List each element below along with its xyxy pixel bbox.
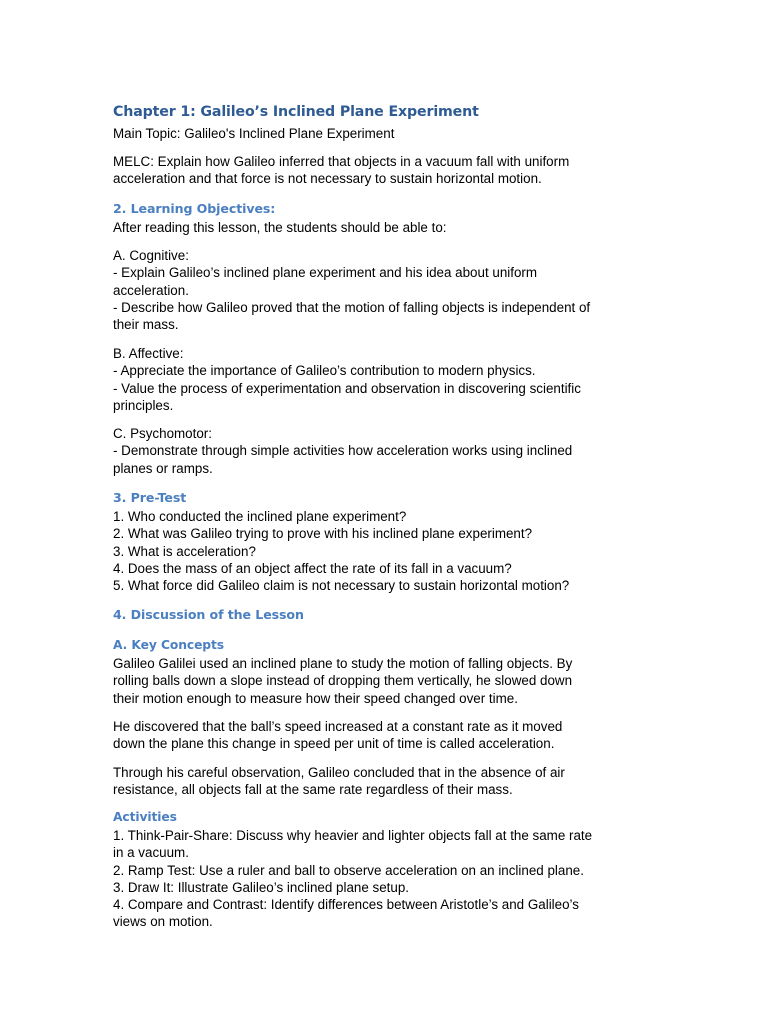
activity-item: 2. Ramp Test: Use a ruler and ball to observe acceleration on an inclined plane. xyxy=(113,862,584,878)
pre-test-item: 3. What is acceleration? xyxy=(113,543,256,559)
affective-line: - Value the process of experimentation and observation in discovering scientific xyxy=(113,380,581,396)
affective-line: principles. xyxy=(113,397,174,413)
affective-line: - Appreciate the importance of Galileo’s contribution to modern physics. xyxy=(113,363,536,379)
pre-test-item: 2. What was Galileo trying to prove with his inclined plane experiment? xyxy=(113,526,533,542)
cognitive-line: A. Cognitive: xyxy=(113,248,189,263)
psychomotor-line: C. Psychomotor: xyxy=(113,426,212,441)
activities-heading: Activities xyxy=(113,810,177,824)
melc-line: acceleration and that force is not necessary to sustain horizontal motion. xyxy=(113,171,542,187)
discussion-heading: 4. Discussion of the Lesson xyxy=(113,607,304,622)
paragraph-line: Through his careful observation, Galileo concluded that in the absence of air xyxy=(113,765,565,780)
learning-objectives-intro: After reading this lesson, the students should be able to: xyxy=(113,220,447,235)
paragraph-line: their motion enough to measure how their speed changed over time. xyxy=(113,690,518,706)
pre-test-item: 5. What force did Galileo claim is not necessary to sustain horizontal motion? xyxy=(113,578,570,594)
pre-test-item: 4. Does the mass of an object affect the rate of its fall in a vacuum? xyxy=(113,560,512,576)
learning-objectives-intro-block xyxy=(113,219,447,236)
key-concepts-paragraph-1 xyxy=(113,655,572,707)
cognitive-objectives xyxy=(113,247,590,333)
cognitive-line: their mass. xyxy=(113,317,179,333)
activity-item: 1. Think-Pair-Share: Discuss why heavier and lighter objects fall at the same rate xyxy=(113,828,593,843)
activity-item: 4. Compare and Contrast: Identify differences between Aristotle’s and Galileo’s xyxy=(113,897,579,913)
paragraph-line: resistance, all objects fall at the same rate regardless of their mass. xyxy=(113,782,513,798)
melc-paragraph xyxy=(113,153,569,188)
key-concepts-heading: A. Key Concepts xyxy=(113,638,225,652)
paragraph-line: down the plane this change in speed per unit of time is called acceleration. xyxy=(113,736,555,752)
activity-item: 3. Draw It: Illustrate Galileo’s inclined plane setup. xyxy=(113,879,409,895)
melc-line: MELC: Explain how Galileo inferred that objects in a vacuum fall with uniform xyxy=(113,154,570,169)
psychomotor-line: - Demonstrate through simple activities how acceleration works using inclined xyxy=(113,443,573,459)
affective-objectives xyxy=(113,345,581,414)
affective-line: B. Affective: xyxy=(113,346,184,361)
pre-test-heading: 3. Pre-Test xyxy=(113,490,187,505)
activity-item: in a vacuum. xyxy=(113,845,189,861)
chapter-title: Chapter 1: Galileo’s Inclined Plane Experiment xyxy=(113,104,479,120)
key-concepts-paragraph-3 xyxy=(113,764,565,799)
pre-test-item: 1. Who conducted the inclined plane experiment? xyxy=(113,509,407,524)
main-topic: Main Topic: Galileo's Inclined Plane Experiment xyxy=(113,126,395,141)
cognitive-line: acceleration. xyxy=(113,282,189,298)
psychomotor-objectives xyxy=(113,425,572,477)
paragraph-line: He discovered that the ball’s speed increased at a constant rate as it moved xyxy=(113,719,563,734)
main-topic-block xyxy=(113,125,394,142)
activities-list xyxy=(113,827,592,931)
key-concepts-paragraph-2 xyxy=(113,718,562,753)
cognitive-line: - Explain Galileo’s inclined plane experiment and his idea about uniform xyxy=(113,265,538,281)
psychomotor-line: planes or ramps. xyxy=(113,460,213,476)
activity-item: views on motion. xyxy=(113,914,213,930)
learning-objectives-heading: 2. Learning Objectives: xyxy=(113,201,276,216)
cognitive-line: - Describe how Galileo proved that the motion of falling objects is independent of xyxy=(113,299,591,315)
pre-test-list xyxy=(113,508,569,594)
paragraph-line: rolling balls down a slope instead of dropping them vertically, he slowed down xyxy=(113,673,573,689)
paragraph-line: Galileo Galilei used an inclined plane to study the motion of falling objects. By xyxy=(113,656,573,671)
